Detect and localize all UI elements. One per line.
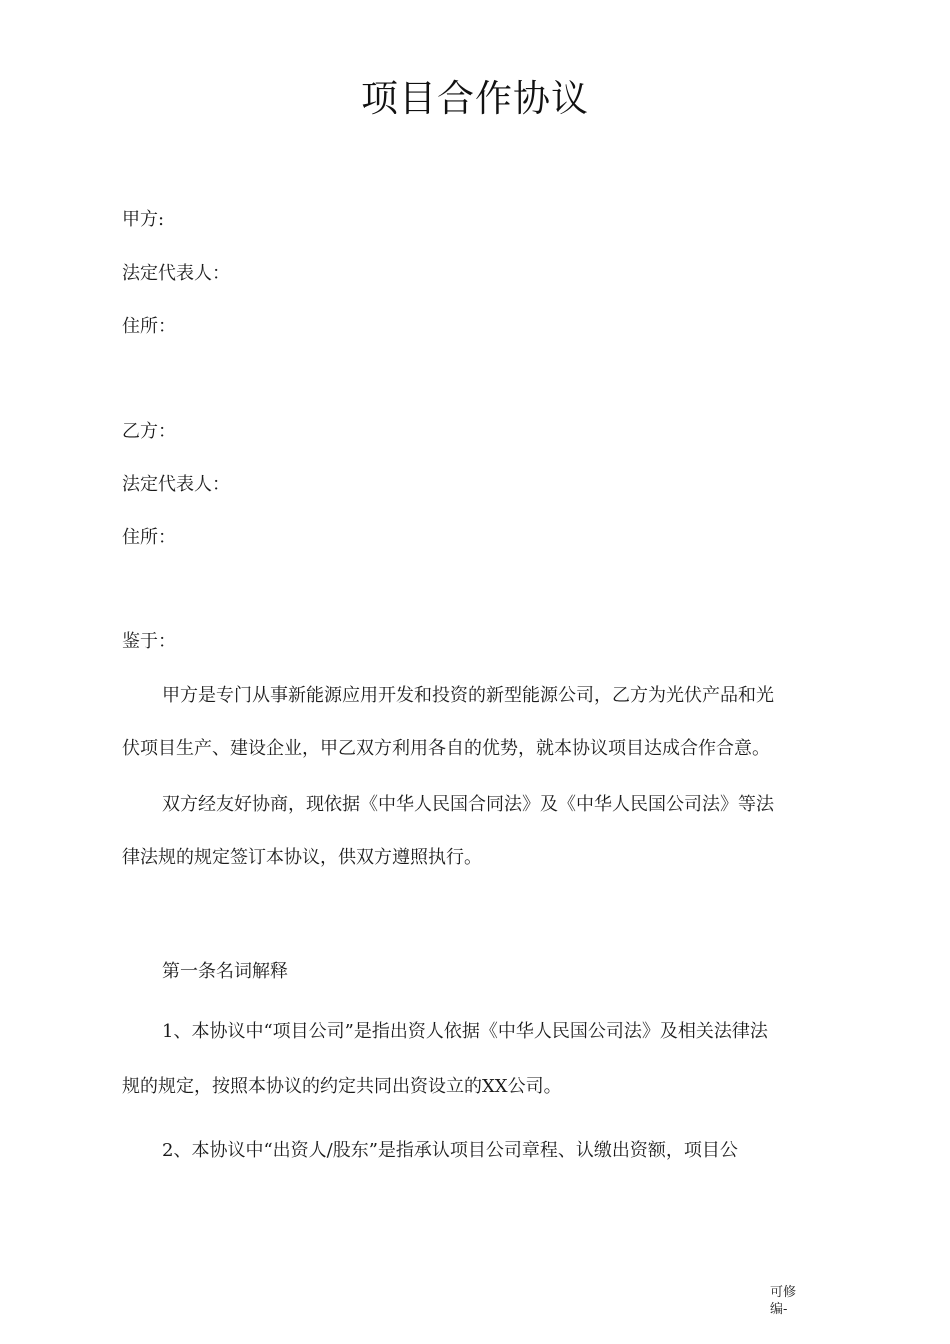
paragraph-line: 伏项目生产、建设企业，甲乙双方利用各自的优势，就本协议项目达成合作合意。 bbox=[122, 738, 770, 759]
party-a-label: 甲方: bbox=[122, 209, 165, 230]
party-b-rep-label: 法定代表人： bbox=[122, 474, 230, 495]
article-clause-line: 规的规定，按照本协议的约定共同出资设立的XX公司。 bbox=[122, 1076, 562, 1097]
footer-line: 可修 bbox=[770, 1285, 797, 1300]
party-a-address-label: 住所： bbox=[122, 316, 176, 337]
page-footer bbox=[770, 1284, 796, 1318]
footer-line: 编- bbox=[770, 1302, 788, 1317]
document-title: 项目合作协议 bbox=[361, 77, 589, 120]
article-heading: 第一条名词解释 bbox=[162, 961, 288, 982]
party-a-rep-label: 法定代表人： bbox=[122, 263, 230, 284]
article-clause-line: 1、本协议中“项目公司”是指出资人依据《中华人民国公司法》及相关法律法 bbox=[162, 1021, 768, 1042]
paragraph-line: 律法规的规定签订本协议，供双方遵照执行。 bbox=[122, 847, 482, 868]
paragraph-line: 双方经友好协商，现依据《中华人民国合同法》及《中华人民国公司法》等法 bbox=[162, 794, 774, 815]
party-b-address-label: 住所： bbox=[122, 527, 176, 548]
party-b-label: 乙方： bbox=[122, 421, 176, 442]
whereas-label: 鉴于： bbox=[122, 631, 176, 652]
article-clause-line: 2、本协议中“出资人/股东”是指承认项目公司章程、认缴出资额，项目公 bbox=[162, 1140, 738, 1161]
paragraph-line: 甲方是专门从事新能源应用开发和投资的新型能源公司，乙方为光伏产品和光 bbox=[162, 685, 774, 706]
